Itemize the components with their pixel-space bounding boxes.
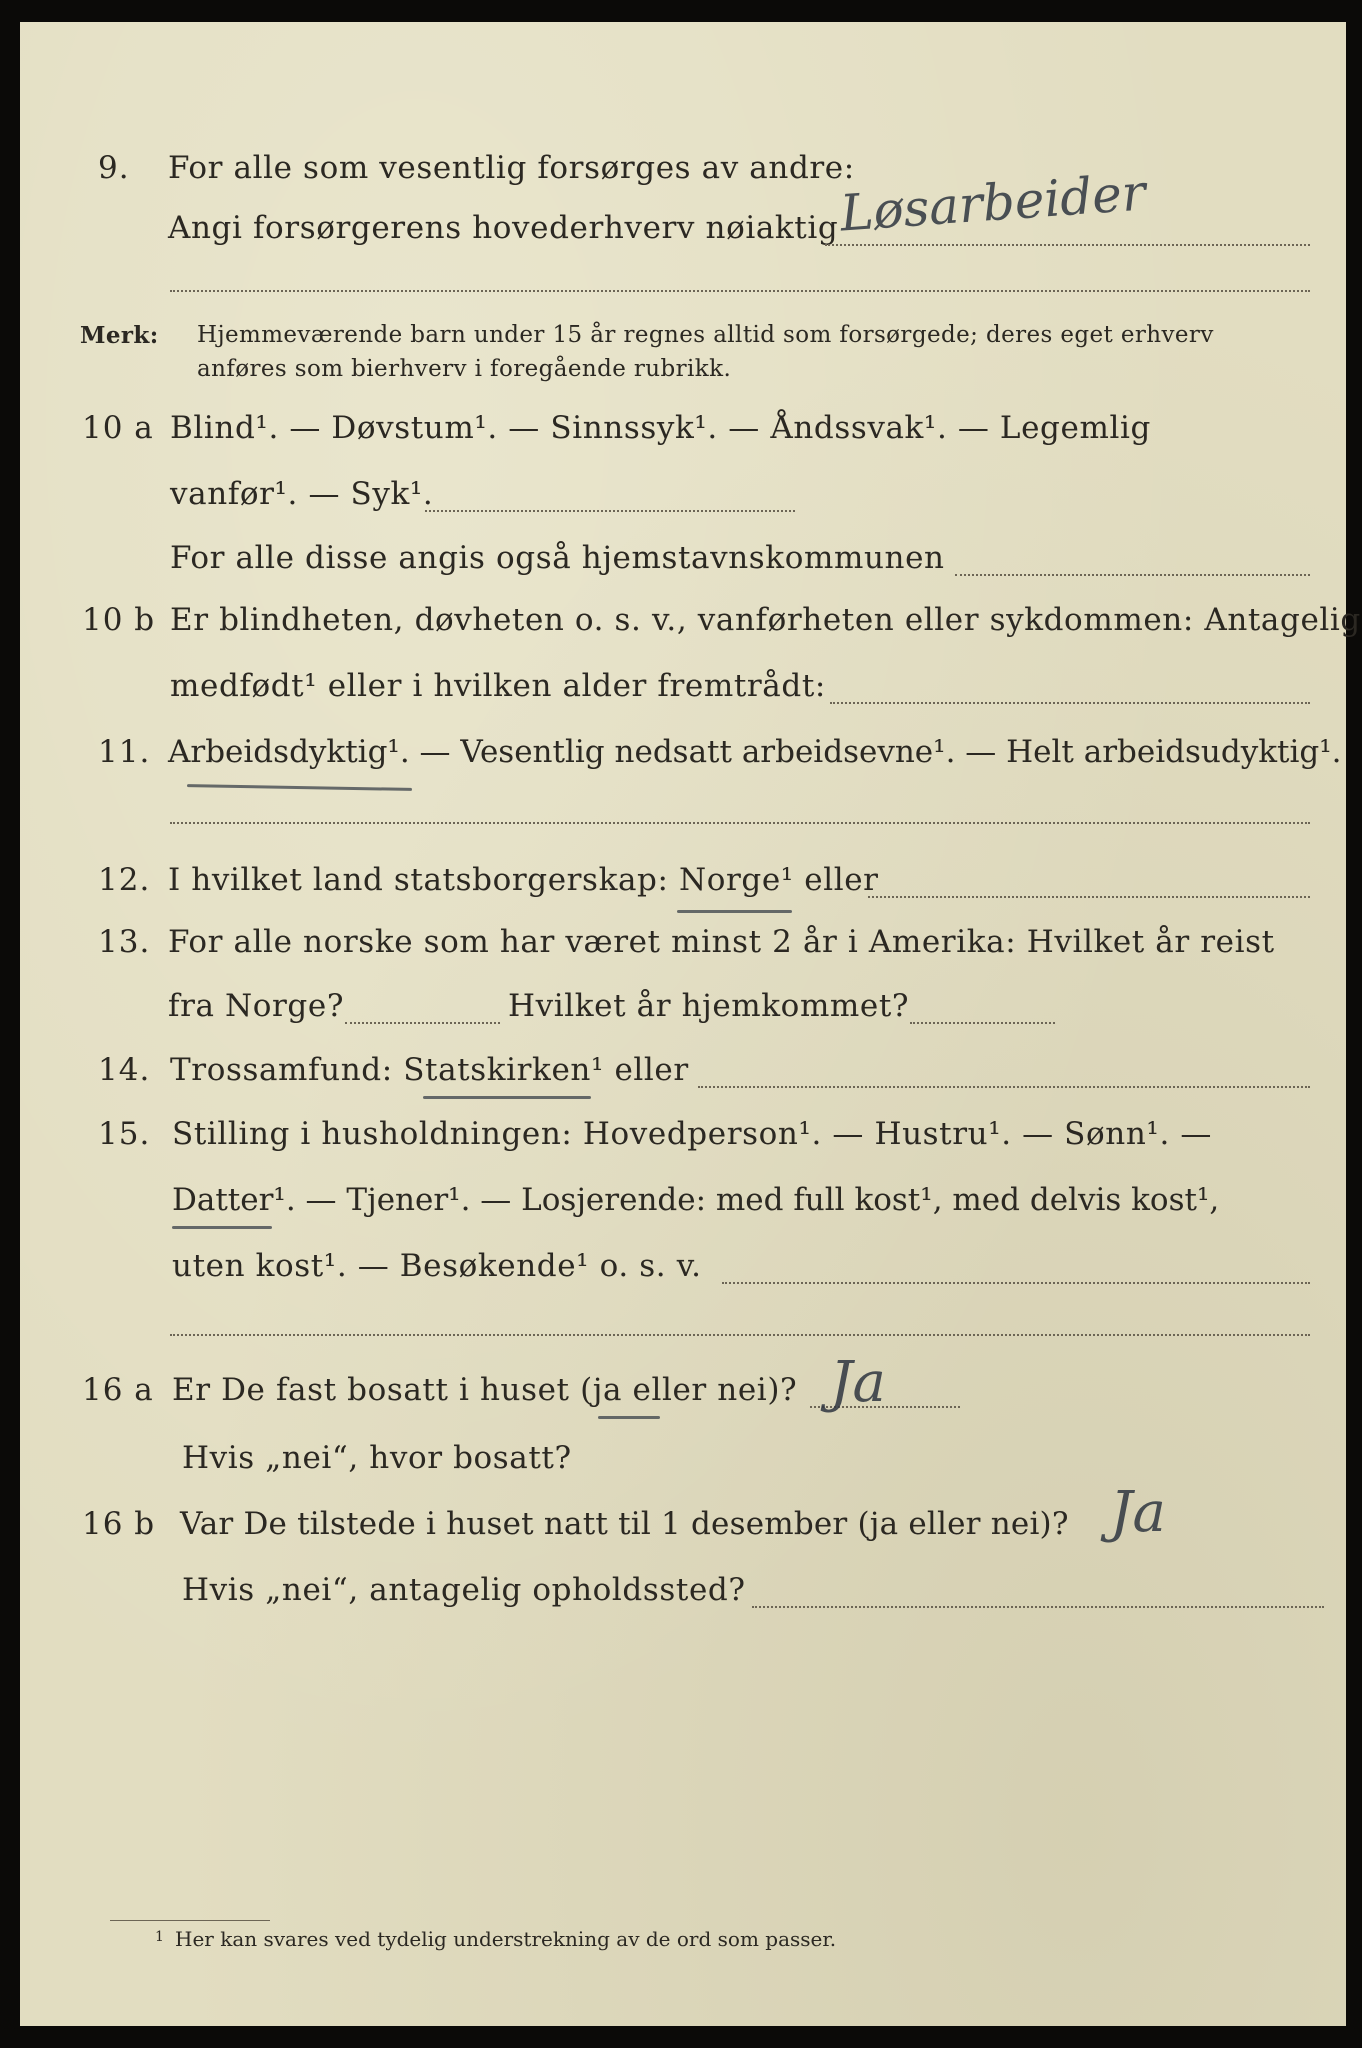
question-text: vanfør¹. — Syk¹.: [170, 476, 434, 512]
question-10a-line3: [20, 540, 1346, 600]
question-13: [20, 924, 1346, 984]
answer-line: [752, 1606, 1324, 1608]
note-label: Merk:: [80, 322, 159, 349]
question-number: 12.: [98, 862, 151, 898]
question-text: Angi forsørgerens hovederhverv nøiaktig: [168, 210, 839, 246]
question-text: For alle som vesentlig forsørges av andre:: [168, 150, 855, 186]
question-number: 10 a: [82, 410, 154, 446]
question-text: For alle disse angis også hjemstavnskommunen: [170, 540, 945, 576]
question-16b-line2: [20, 1572, 1346, 1632]
question-text: Trossamfund: Statskirken¹ eller: [170, 1052, 689, 1088]
question-10b-line2: [20, 668, 1346, 728]
question-15: [20, 1116, 1346, 1176]
question-12: [20, 862, 1346, 922]
answer-line: [170, 1334, 1310, 1336]
question-10a: [20, 410, 1346, 470]
footnote-text: Her kan svares ved tydelig understrekning av de ord som passer.: [175, 1927, 837, 1951]
question-13-line2: [20, 988, 1346, 1048]
question-text: Hvilket år hjemkommet?: [508, 988, 910, 1024]
note-line2: [20, 356, 1346, 416]
underline-mark: [423, 1096, 591, 1099]
question-15-line2: [20, 1182, 1346, 1242]
question-text: Er De fast bosatt i huset (ja eller nei)?: [172, 1372, 798, 1408]
note-text: Hjemmeværende barn under 15 år regnes alltid som forsørgede; deres eget erhverv: [197, 322, 1214, 348]
handwritten-answer: Løsarbeider: [838, 163, 1148, 243]
question-text: Blind¹. — Døvstum¹. — Sinnssyk¹. — Åndssvak¹. — Legemlig: [170, 410, 1151, 446]
answer-line: [722, 1282, 1310, 1284]
question-text: fra Norge?: [168, 988, 345, 1024]
question-16a: [20, 1350, 1346, 1432]
answer-line: [830, 702, 1310, 704]
answer-line: [170, 290, 1310, 292]
answer-line: [868, 896, 1310, 898]
answer-line: [955, 574, 1310, 576]
question-number: 14.: [98, 1052, 151, 1088]
question-text: Hvis „nei“, antagelig opholdssted?: [182, 1572, 746, 1608]
underline-mark: [172, 1226, 272, 1229]
question-text: Er blindheten, døvheten o. s. v., vanførheten eller sykdommen: Antagelig: [170, 602, 1361, 638]
question-9: [20, 150, 1346, 210]
underline-mark: [598, 1416, 660, 1419]
question-number: 13.: [98, 924, 151, 960]
note-text: anføres som bierhverv i foregående rubrikk.: [197, 356, 732, 382]
question-text: Datter¹. — Tjener¹. — Losjerende: med full kost¹, med delvis kost¹,: [172, 1182, 1220, 1218]
census-form-page: [20, 22, 1361, 2026]
question-14: [20, 1052, 1346, 1112]
handwritten-answer: Ja: [830, 1350, 886, 1415]
question-10a-line2: [20, 476, 1346, 536]
question-text: I hvilket land statsborgerskap: Norge¹ eller: [168, 862, 879, 898]
question-number: 16 a: [82, 1372, 154, 1408]
footnote-mark: 1: [155, 1929, 164, 1945]
answer-line: [825, 244, 1310, 246]
question-text: Arbeidsdyktig¹. — Vesentlig nedsatt arbeidsevne¹. — Helt arbeidsudyktig¹.: [168, 734, 1342, 770]
question-10b: [20, 602, 1361, 662]
question-text: uten kost¹. — Besøkende¹ o. s. v.: [172, 1248, 702, 1284]
question-text: medfødt¹ eller i hvilken alder fremtrådt:: [170, 668, 826, 704]
question-text: Hvis „nei“, hvor bosatt?: [182, 1440, 572, 1476]
answer-line: [698, 1086, 1310, 1088]
underline-mark: [677, 910, 792, 913]
question-number: 16 b: [82, 1506, 156, 1542]
question-number: 10 b: [82, 602, 156, 638]
answer-line: [170, 822, 1310, 824]
question-text: For alle norske som har været minst 2 år i Amerika: Hvilket år reist: [168, 924, 1275, 960]
footnote-rule: [110, 1920, 270, 1921]
question-number: 11.: [98, 734, 151, 770]
question-number: 15.: [98, 1116, 151, 1152]
handwritten-answer: Ja: [1110, 1480, 1166, 1545]
question-text: Stilling i husholdningen: Hovedperson¹. — Hustru¹. — Sønn¹. —: [172, 1116, 1212, 1152]
answer-line: [425, 510, 795, 512]
question-16b: [20, 1480, 1346, 1566]
answer-line: [345, 1022, 500, 1024]
question-number: 9.: [98, 150, 130, 186]
question-text: Var De tilstede i huset natt til 1 desember (ja eller nei)?: [180, 1506, 1069, 1542]
question-15-line3: [20, 1248, 1346, 1308]
answer-line: [910, 1022, 1055, 1024]
